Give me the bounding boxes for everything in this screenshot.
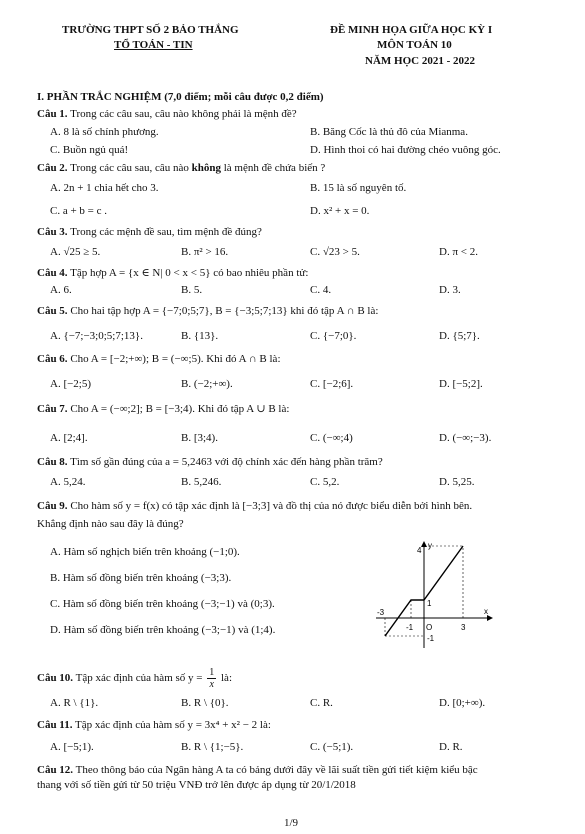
option-d[interactable]: D. Hình thoi có hai đường chéo vuông góc.	[310, 144, 501, 156]
option-c[interactable]: C. 4.	[310, 284, 332, 296]
option-c[interactable]: C. [−2;6].	[310, 378, 354, 390]
question-text: Cho A = [−2;+∞); B = (−∞;5). Khi đó A ∩ B là:	[70, 353, 281, 365]
tick-label: -3	[377, 608, 385, 617]
tick-label: 3	[461, 623, 466, 632]
question-label: Câu 8.	[37, 456, 68, 468]
option-d[interactable]: D. Hàm số đồng biến trên khoảng (−3;−1) và (1;4).	[50, 624, 276, 636]
question-7	[37, 403, 289, 416]
option-d[interactable]: D. x² + x = 0.	[310, 205, 370, 217]
option-c[interactable]: C. R.	[310, 697, 333, 709]
question-text: là:	[218, 672, 232, 685]
question-1	[37, 108, 297, 121]
question-9	[37, 500, 472, 513]
question-text: Trong các mệnh đề sau, tìm mệnh đề đúng?	[70, 226, 262, 238]
tick-label: 4	[417, 546, 422, 555]
option-c[interactable]: C. √23 > 5.	[310, 246, 360, 258]
option-b[interactable]: B. Băng Cốc là thủ đô của Mianma.	[310, 126, 468, 138]
y-axis-label: y	[428, 541, 432, 550]
question-11	[37, 719, 271, 732]
option-b[interactable]: B. 5,246.	[181, 476, 222, 488]
option-c[interactable]: C. (−5;1).	[310, 741, 354, 753]
question-8	[37, 456, 383, 469]
option-a[interactable]: A. {−7;−3;0;5;7;13}.	[50, 330, 143, 342]
option-b[interactable]: B. [3;4).	[181, 432, 218, 444]
option-b[interactable]: B. 5.	[181, 284, 203, 296]
question-3	[37, 226, 262, 239]
question-text: Theo thông báo của Ngân hàng A ta có bảng dưới đây về lãi suất tiền gửi tiết kiệm kiểu bậc	[75, 764, 478, 776]
option-a[interactable]: A. 8 là số chính phương.	[50, 126, 159, 138]
option-c[interactable]: C. Hàm số đồng biến trên khoảng (−3;−1) và (0;3).	[50, 598, 275, 610]
question-label: Câu 5.	[37, 305, 68, 317]
question-label: Câu 9.	[37, 500, 68, 512]
school-year: NĂM HỌC 2021 - 2022	[365, 55, 475, 67]
option-c[interactable]: C. a + b = c .	[50, 205, 108, 217]
option-b[interactable]: B. R \ {0}.	[181, 697, 229, 709]
option-a[interactable]: A. √25 ≥ 5.	[50, 246, 101, 258]
option-c[interactable]: C. (−∞;4)	[310, 432, 353, 444]
option-d[interactable]: D. {5;7}.	[439, 330, 480, 342]
question-text: Cho hàm số y = f(x) có tập xác định là [−3;3] và đồ thị của nó được biểu diễn bởi hình bên.	[70, 500, 473, 512]
tick-label: 1	[427, 599, 432, 608]
option-a[interactable]: A. Hàm số nghịch biến trên khoảng (−1;0).	[50, 546, 240, 558]
tick-label: -1	[406, 623, 414, 632]
question-4	[37, 267, 308, 280]
option-b[interactable]: B. (−2;+∞).	[181, 378, 233, 390]
option-a[interactable]: A. 2n + 1 chia hết cho 3.	[50, 182, 159, 194]
tick-label: -1	[427, 634, 435, 643]
question-label: Câu 2.	[37, 162, 68, 174]
question-label: Câu 11.	[37, 719, 73, 731]
department-name: TỔ TOÁN - TIN	[114, 39, 193, 51]
fraction	[207, 667, 216, 690]
question-6	[37, 353, 281, 366]
question-9-continuation: Khẳng định nào sau đây là đúng?	[37, 518, 184, 530]
question-text: Trong các câu sau, câu nào không phải là mệnh đề?	[70, 108, 297, 120]
question-12-continuation: thang với số tiền gửi từ 50 triệu VNĐ trở lên được áp dụng từ 20/1/2018	[37, 779, 356, 791]
question-text: là mệnh đề chứa biến ?	[220, 162, 326, 174]
option-d[interactable]: D. R.	[439, 741, 463, 753]
option-a[interactable]: A. R \ {1}.	[50, 697, 99, 709]
question-label: Câu 3.	[37, 226, 68, 238]
question-label: Câu 4.	[37, 267, 68, 279]
option-c[interactable]: C. 5,2.	[310, 476, 340, 488]
option-d[interactable]: D. (−∞;−3).	[439, 432, 492, 444]
question-label: Câu 10.	[37, 672, 74, 685]
fraction-denominator: x	[209, 679, 214, 690]
question-12	[37, 764, 478, 777]
option-a[interactable]: A. 5,24.	[50, 476, 86, 488]
question-text: Tập xác định của hàm số y = 3x⁴ + x² − 2 là:	[75, 719, 271, 731]
option-c[interactable]: C. Buồn ngủ quá!	[50, 144, 129, 156]
question-label: Câu 6.	[37, 353, 68, 365]
option-d[interactable]: D. 5,25.	[439, 476, 475, 488]
option-b[interactable]: B. π² > 16.	[181, 246, 229, 258]
question-10	[37, 667, 232, 690]
page-number: 1/9	[284, 817, 299, 829]
question-text: Tập hợp A = {x ∈ N| 0 < x < 5} có bao nhiêu phần tử:	[70, 267, 309, 279]
function-graph	[372, 540, 494, 650]
option-c[interactable]: C. {−7;0}.	[310, 330, 357, 342]
question-label: Câu 7.	[37, 403, 68, 415]
question-label: Câu 1.	[37, 108, 68, 120]
fraction-numerator: 1	[209, 667, 215, 678]
question-text: Trong các câu sau, câu nào	[70, 162, 192, 174]
option-b[interactable]: B. {13}.	[181, 330, 219, 342]
option-b[interactable]: B. R \ {1;−5}.	[181, 741, 244, 753]
question-text: Tìm số gần đúng của a = 5,2463 với độ chính xác đến hàng phần trăm?	[70, 456, 383, 468]
question-2	[37, 162, 325, 175]
question-5	[37, 305, 378, 318]
question-label: Câu 12.	[37, 764, 74, 776]
question-text: Cho hai tập hợp A = {−7;0;5;7}, B = {−3;5;7;13} khi đó tập A ∩ B là:	[70, 305, 379, 317]
option-a[interactable]: A. [2;4].	[50, 432, 88, 444]
school-name: TRƯỜNG THPT SỐ 2 BẢO THẮNG	[62, 24, 239, 36]
subject-title: MÔN TOÁN 10	[377, 39, 452, 51]
option-d[interactable]: D. [−5;2].	[439, 378, 483, 390]
question-text: Cho A = (−∞;2]; B = [−3;4). Khi đó tập A ∪ B là:	[70, 403, 290, 415]
option-d[interactable]: D. π < 2.	[439, 246, 478, 258]
x-axis-label: x	[484, 607, 488, 616]
option-d[interactable]: D. [0;+∞).	[439, 697, 486, 709]
question-text: Tập xác định của hàm số	[75, 672, 189, 685]
option-a[interactable]: A. 6.	[50, 284, 72, 296]
option-a[interactable]: A. [−2;5)	[50, 378, 92, 390]
option-d[interactable]: D. 3.	[439, 284, 461, 296]
tick-label: O	[426, 623, 433, 632]
question-emphasis: không	[191, 162, 221, 174]
option-a[interactable]: A. [−5;1).	[50, 741, 94, 753]
option-b[interactable]: B. 15 là số nguyên tố.	[310, 182, 407, 194]
section-title: I. PHẦN TRẮC NGHIỆM (7,0 điểm; mỗi câu được 0,2 điểm)	[37, 91, 324, 103]
option-b[interactable]: B. Hàm số đồng biến trên khoảng (−3;3).	[50, 572, 232, 584]
question-math: y =	[188, 672, 203, 685]
exam-title: ĐỀ MINH HỌA GIỮA HỌC KỲ I	[330, 24, 493, 36]
